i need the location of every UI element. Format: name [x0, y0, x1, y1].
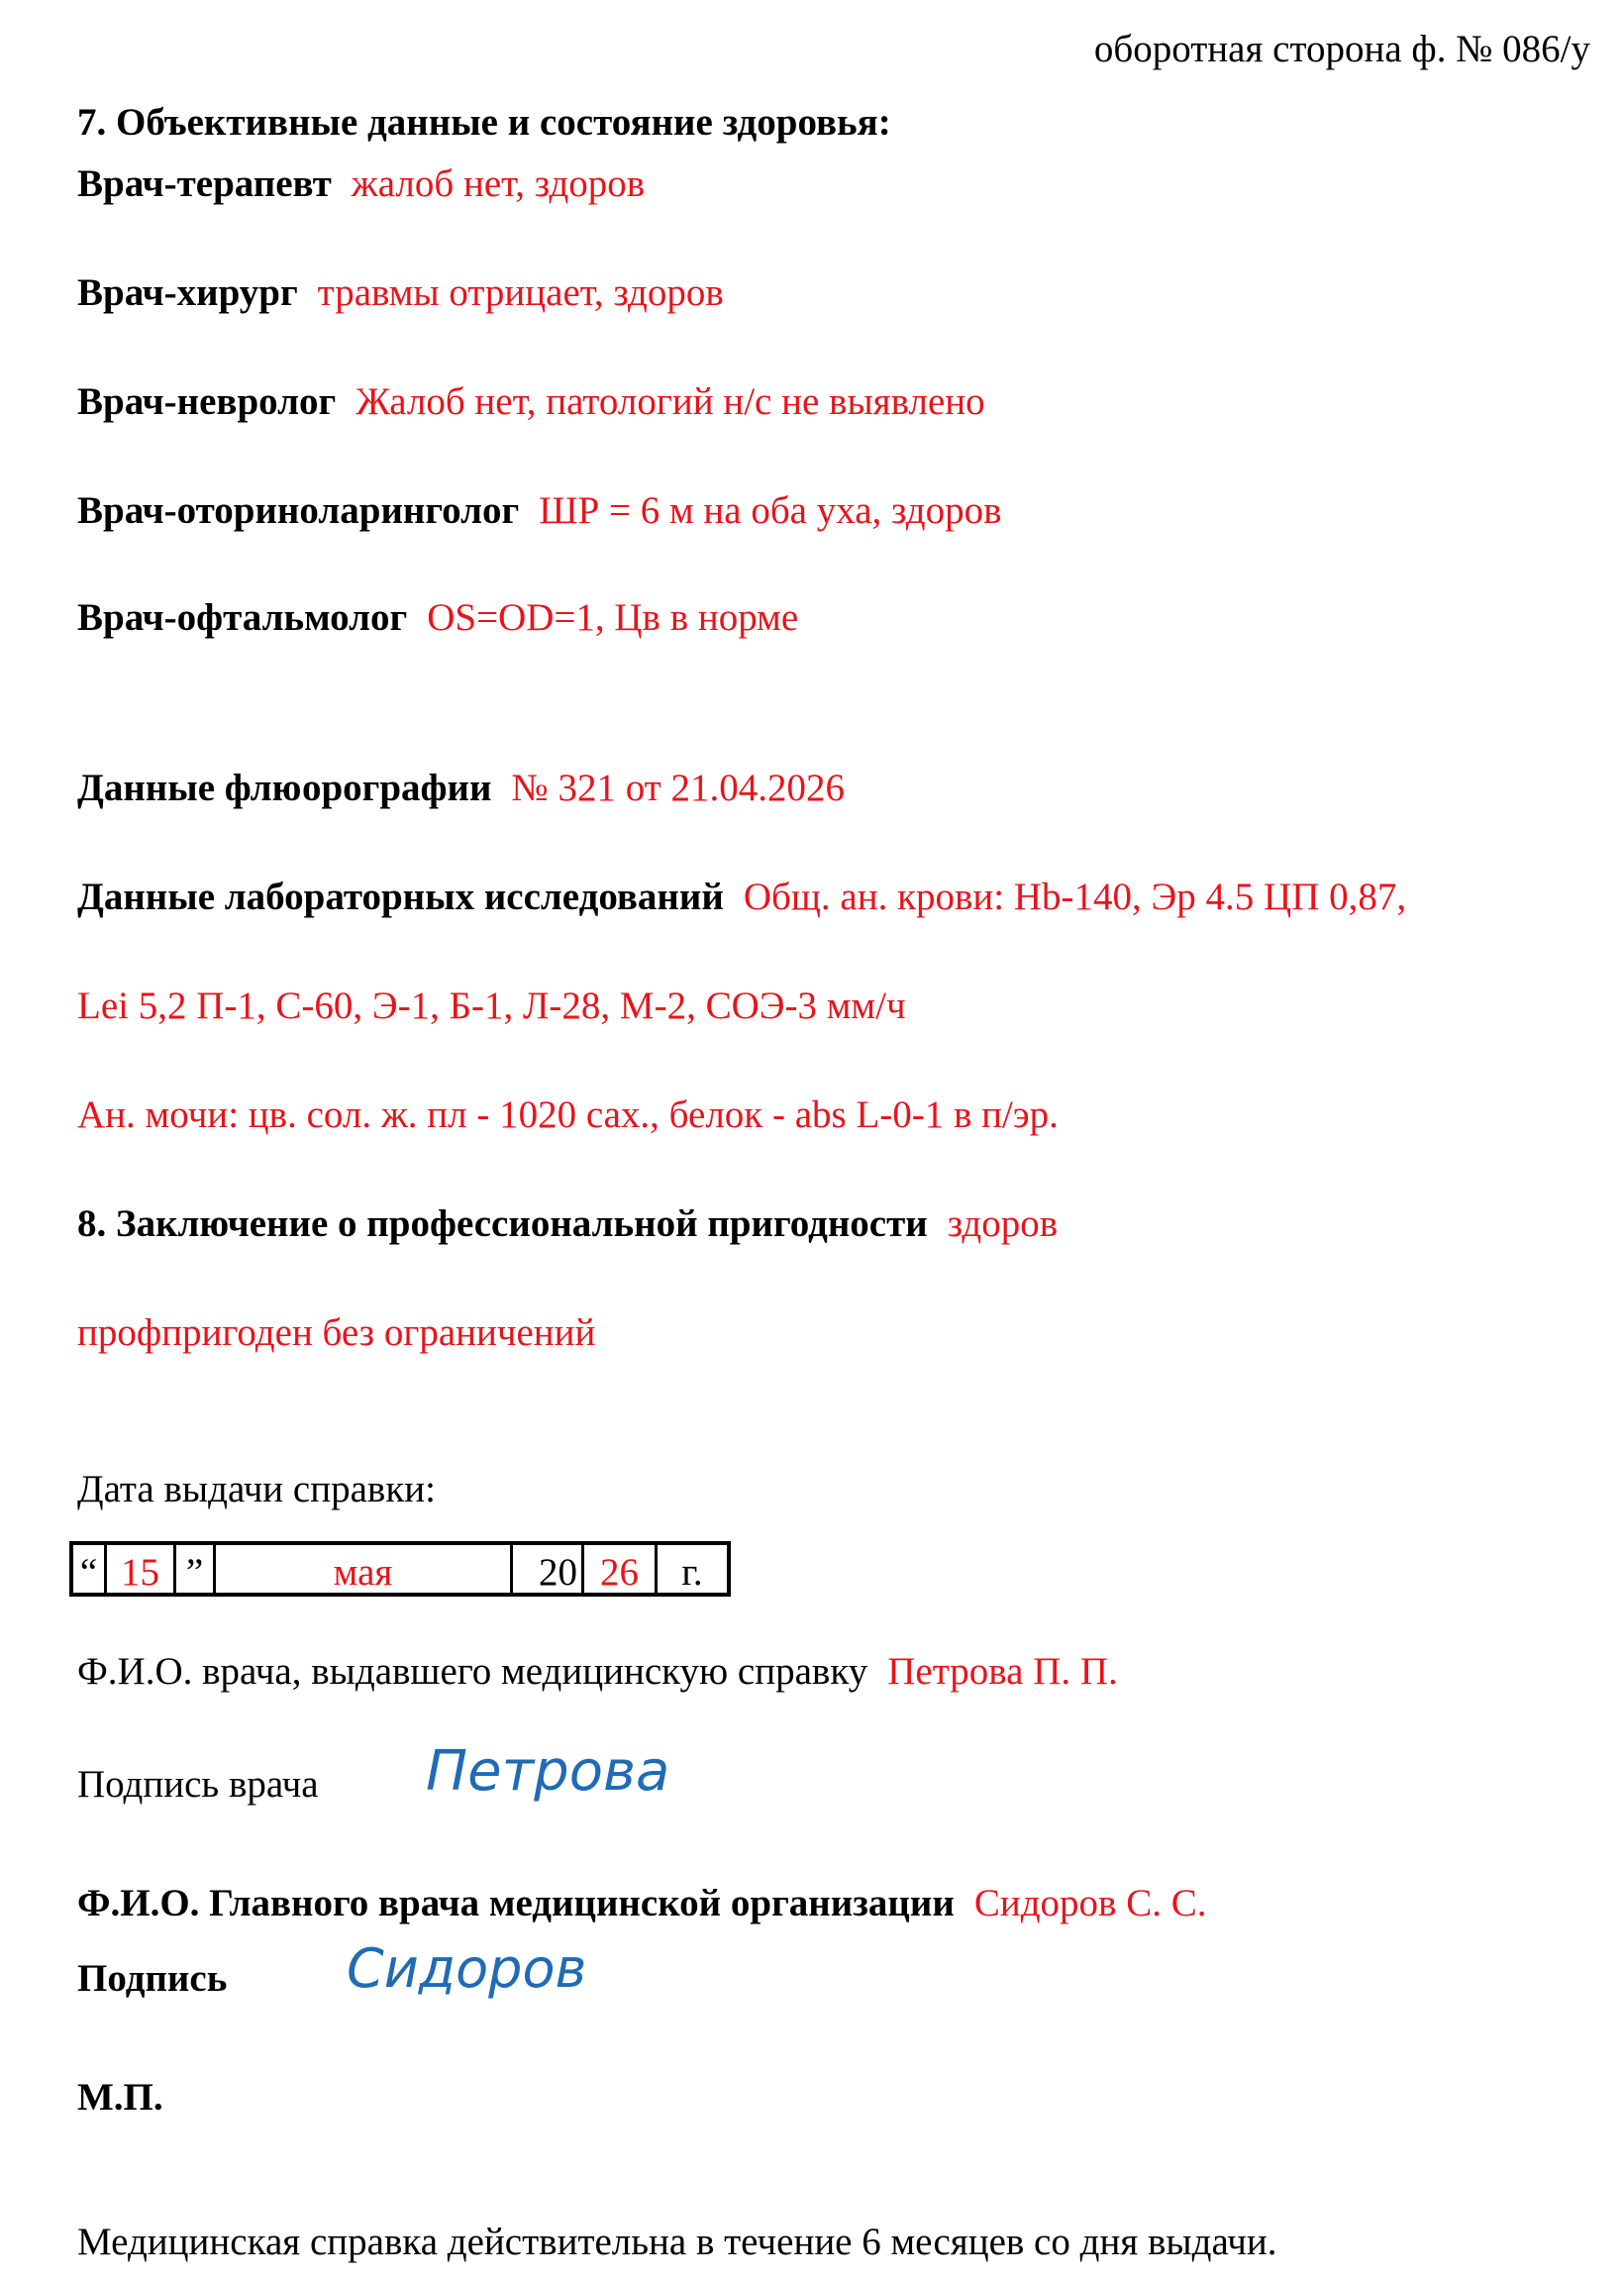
section8-value: здоров [947, 1202, 1059, 1245]
issue-date-label: Дата выдачи справки: [77, 1468, 436, 1510]
ent-row [77, 487, 1002, 535]
doctor-signature-label: Подпись врача [77, 1763, 319, 1806]
form-id: оборотная сторона ф. № 086/у [1093, 28, 1590, 70]
chief-row [77, 1880, 1206, 1927]
fluoro-row [77, 765, 845, 812]
fluoro-label: Данные флюорографии [77, 767, 492, 809]
ent-label: Врач-оториноларинголог [77, 489, 520, 532]
date-year-suffix: 26 [584, 1545, 658, 1593]
ophthalmologist-label: Врач-офтальмолог [77, 596, 408, 639]
neurologist-value: Жалоб нет, патологий н/с не выявлено [355, 380, 985, 423]
stamp-place: М.П. [77, 2076, 163, 2119]
section7-title: 7. Объективные данные и состояние здоровья: [77, 101, 891, 144]
section8-label: 8. Заключение о профессиональной пригодности [77, 1202, 928, 1245]
therapist-row [77, 160, 645, 208]
ophthalmologist-value: OS=OD=1, Цв в норме [427, 596, 799, 639]
ophthalmologist-row [77, 594, 798, 642]
doctor-label: Ф.И.О. врача, выдавшего медицинскую справку [77, 1650, 868, 1693]
therapist-label: Врач-терапевт [77, 162, 332, 205]
chief-name: Сидоров С. С. [973, 1882, 1207, 1924]
date-close-quote: ” [176, 1545, 216, 1593]
surgeon-row [77, 269, 724, 317]
section8-row [77, 1200, 1058, 1248]
date-day: 15 [107, 1545, 176, 1593]
lab-label: Данные лабораторных исследований [77, 876, 724, 918]
doctor-signature: Петрова [426, 1739, 670, 1804]
doctor-name: Петрова П. П. [887, 1650, 1118, 1693]
lab-blood-line: Общ. ан. крови: Hb-140, Эр 4.5 ЦП 0,87, [743, 876, 1407, 918]
surgeon-value: травмы отрицает, здоров [317, 271, 724, 314]
neurologist-label: Врач-невролог [77, 380, 337, 423]
lab-row [77, 874, 1406, 921]
section8-conclusion: профпригоден без ограничений [77, 1311, 596, 1354]
neurologist-row [77, 378, 985, 426]
chief-label: Ф.И.О. Главного врача медицинской организации [77, 1882, 955, 1924]
validity-footer: Медицинская справка действительна в течение 6 месяцев со дня выдачи. [77, 2221, 1277, 2263]
lab-urine-line: Ан. мочи: цв. сол. ж. пл - 1020 сах., белок - abs L-0-1 в п/эр. [77, 1093, 1059, 1136]
date-year-prefix: 20 [513, 1545, 584, 1593]
date-open-quote: “ [73, 1545, 107, 1593]
ent-value: ШР = 6 м на оба уха, здоров [539, 489, 1002, 532]
chief-signature: Сидоров [347, 1937, 587, 2000]
doctor-row [77, 1648, 1118, 1696]
chief-signature-label: Подпись [77, 1957, 228, 2000]
fluoro-value: № 321 от 21.04.2026 [511, 767, 845, 809]
issue-date-table [69, 1541, 731, 1597]
surgeon-label: Врач-хирург [77, 271, 298, 314]
therapist-value: жалоб нет, здоров [351, 162, 646, 205]
date-month: мая [216, 1545, 513, 1593]
date-year-unit: г. [681, 1550, 703, 1594]
lab-blood-line-2: Lei 5,2 П-1, С-60, Э-1, Б-1, Л-28, М-2, СОЭ-3 мм/ч [77, 985, 906, 1027]
